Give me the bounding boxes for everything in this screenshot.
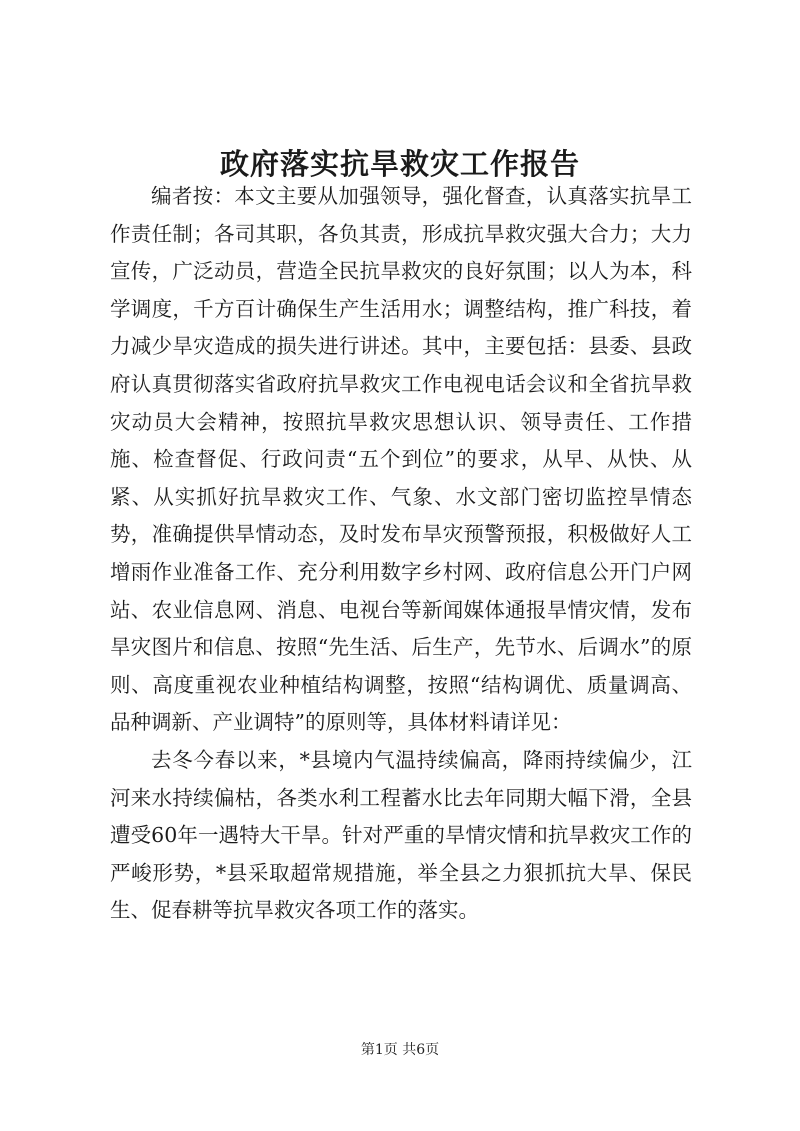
document-title: 政府落实抗旱救灾工作报告 <box>219 147 580 181</box>
document-body <box>110 178 692 930</box>
page-footer: 第1页 共6页 <box>360 1042 440 1058</box>
editor-note-paragraph: 编者按：本文主要从加强领导，强化督查，认真落实抗旱工作责任制；各司其职，各负其责，形成抗旱救灾强大合力；大力宣传，广泛动员，营造全民抗旱救灾的良好氛围；以人为本，科学调度，千方百计确保生产生活用水；调整结构，推广科技，着力减少旱灾造成的损失进行讲述。其中，主要包括：县委、县政府认真贯彻落实省政府抗旱救灾工作电视电话会议和全省抗旱救灾动员大会精神，按照抗旱救灾思想认识、领导责任、工作措施、检查督促、行政问责“五个到位”的要求，从早、从快、从紧、从实抓好抗旱救灾工作、气象、水文部门密切监控旱情态势，准确提供旱情动态，及时发布旱灾预警预报，积极做好人工增雨作业准备工作、充分利用数字乡村网、政府信息公开门户网站、农业信息网、消息、电视台等新闻媒体通报旱情灾情，发布旱灾图片和信息、按照“先生活、后生产，先节水、后调水”的原则、高度重视农业种植结构调整，按照“结构调优、质量调高、品种调新、产业调特”的原则等，具体材料请详见： <box>110 184 692 735</box>
body-paragraph: 去冬今春以来，*县境内气温持续偏高，降雨持续偏少，江河来水持续偏枯，各类水利工程蓄水比去年同期大幅下滑，全县遭受60年一遇特大干旱。针对严重的旱情灾情和抗旱救灾工作的严峻形势，*县采取超常规措施，举全县之力狠抓抗大旱、保民生、促春耕等抗旱救灾各项工作的落实。 <box>110 747 692 923</box>
